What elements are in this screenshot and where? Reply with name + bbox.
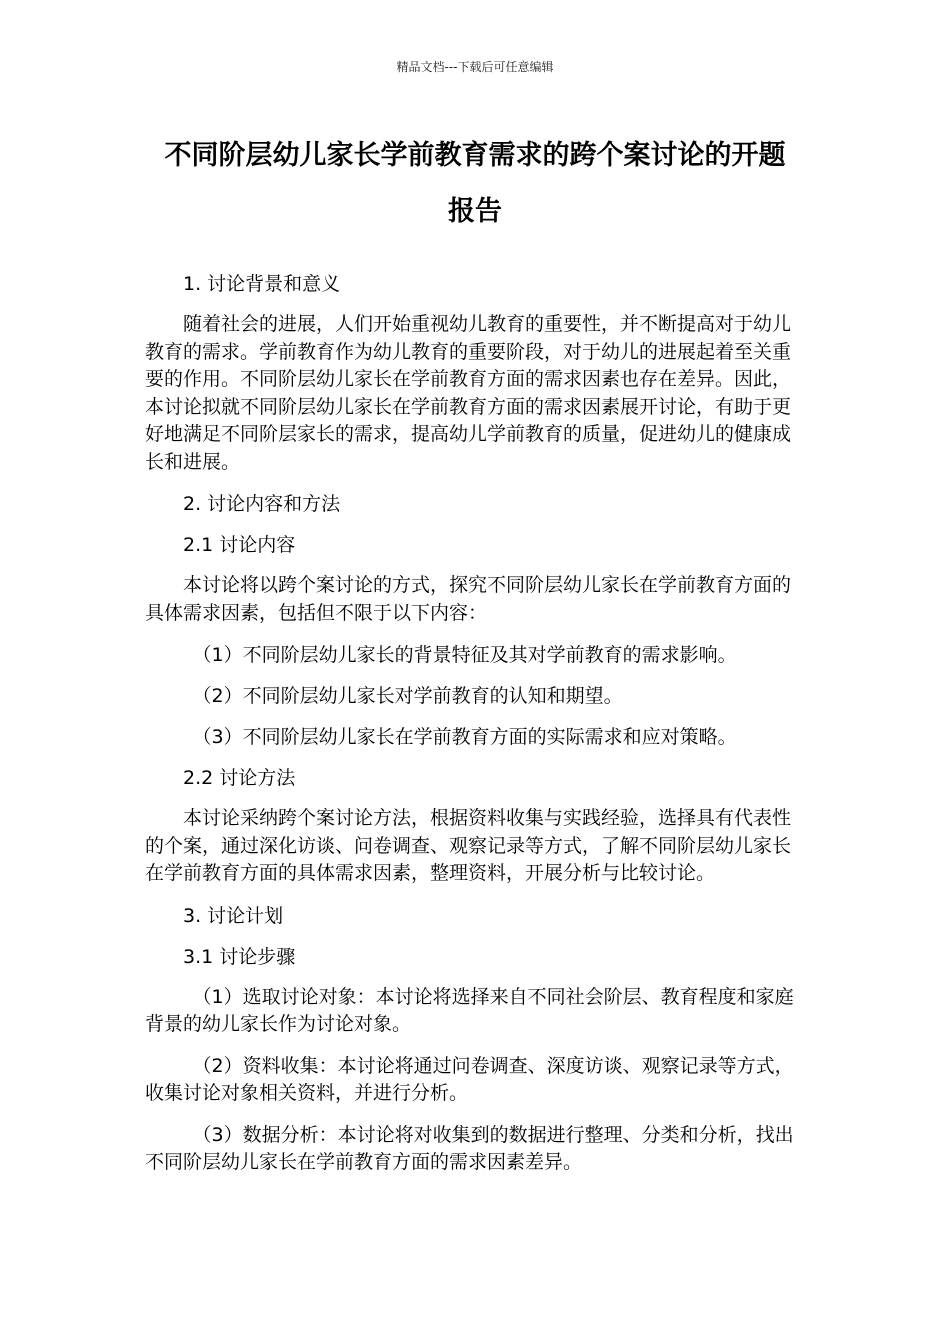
step-item: （3）数据分析：本讨论将对收集到的数据进行整理、分类和分析，找出不同阶层幼儿家长在学前教育方面的需求因素差异。	[145, 1123, 794, 1173]
section-2-2-paragraph: 本讨论采纳跨个案讨论方法，根据资料收集与实践经验，选择具有代表性的个案，通过深化访谈、问卷调查、观察记录等方式，了解不同阶层幼儿家长在学前教育方面的具体需求因素，整理资料，开展分析与比较讨论。	[145, 807, 792, 884]
section-2-heading: 2. 讨论内容和方法	[183, 493, 341, 515]
document-body	[145, 270, 805, 1191]
step-item: （1）选取讨论对象：本讨论将选择来自不同社会阶层、教育程度和家庭背景的幼儿家长作为讨论对象。	[145, 985, 794, 1035]
list-item: （2）不同阶层幼儿家长对学前教育的认知和期望。	[192, 685, 623, 707]
list-item: （3）不同阶层幼儿家长在学前教育方面的实际需求和应对策略。	[192, 726, 737, 748]
section-3-1-heading: 3.1 讨论步骤	[183, 945, 296, 968]
section-1-paragraph: 随着社会的进展，人们开始重视幼儿教育的重要性，并不断提高对于幼儿教育的需求。学前教育作为幼儿教育的重要阶段，对于幼儿的进展起着至关重要的作用。不同阶层幼儿家长在学前教育方面的需求因素也存在差异。因此，本讨论拟就不同阶层幼儿家长在学前教育方面的需求因素展开讨论，有助于更好地满足不同阶层家长的需求，提高幼儿学前教育的质量，促进幼儿的健康成长和进展。	[145, 313, 792, 473]
section-1-heading: 1. 讨论背景和意义	[183, 273, 341, 295]
section-3-heading: 3. 讨论计划	[183, 904, 284, 927]
header-note: 精品文档---下载后可任意编辑	[396, 60, 554, 74]
list-item: （1）不同阶层幼儿家长的背景特征及其对学前教育的需求影响。	[192, 644, 737, 666]
title-line-1: 不同阶层幼儿家长学前教育需求的跨个案讨论的开题	[164, 140, 786, 171]
document-title	[140, 128, 810, 240]
title-line-2: 报告	[448, 196, 502, 227]
section-2-1-paragraph: 本讨论将以跨个案讨论的方式，探究不同阶层幼儿家长在学前教育方面的具体需求因素，包括但不限于以下内容：	[145, 574, 792, 624]
section-2-1-heading: 2.1 讨论内容	[183, 534, 296, 556]
step-item: （2）资料收集：本讨论将通过问卷调查、深度访谈、观察记录等方式，收集讨论对象相关资料，并进行分析。	[145, 1054, 794, 1104]
section-2-2-heading: 2.2 讨论方法	[183, 767, 296, 789]
